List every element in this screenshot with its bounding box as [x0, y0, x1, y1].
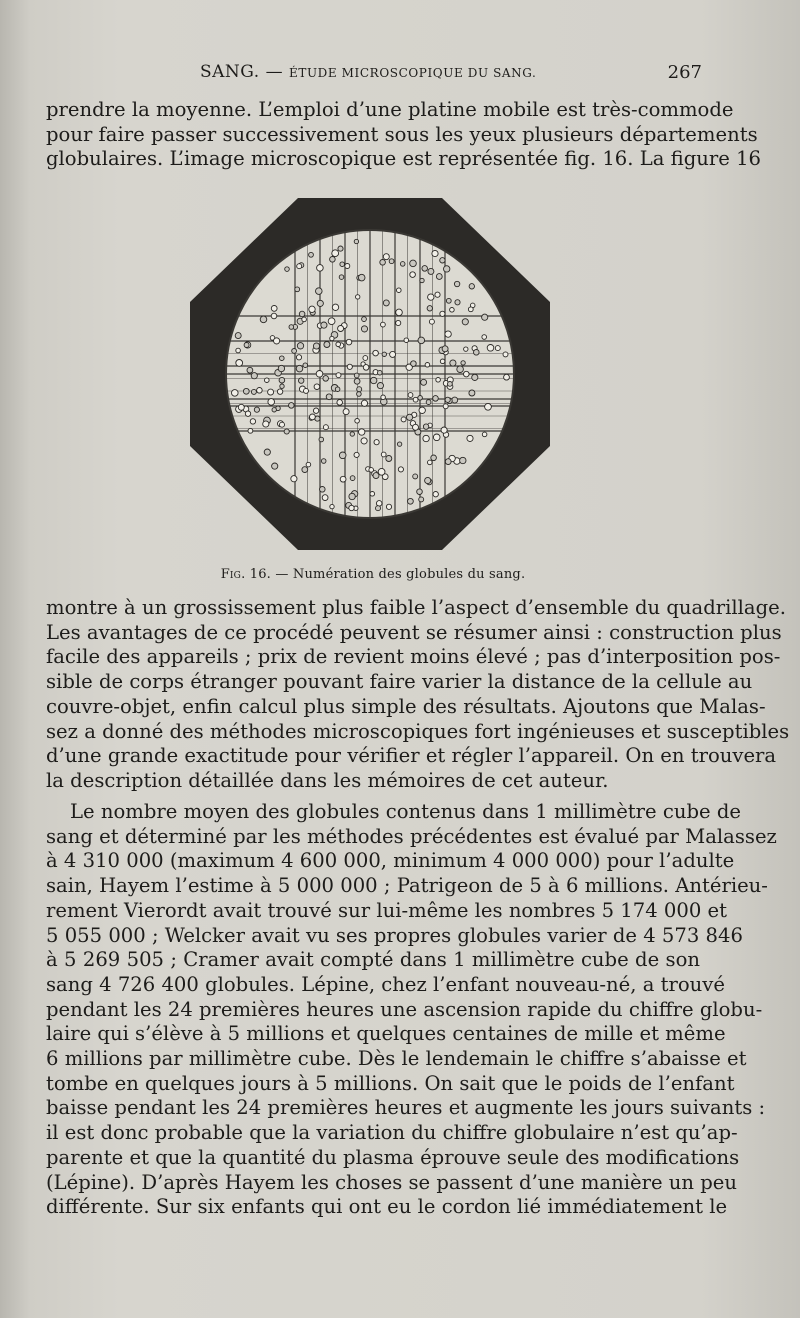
- blood-globule: [330, 336, 334, 340]
- blood-globule: [487, 345, 494, 352]
- blood-globule: [464, 347, 468, 351]
- blood-globule: [350, 432, 354, 436]
- blood-globule: [396, 320, 401, 325]
- blood-globule: [238, 404, 244, 410]
- blood-globule: [337, 400, 343, 406]
- blood-globule: [503, 352, 508, 357]
- blood-globule: [264, 449, 270, 455]
- blood-globule: [347, 364, 352, 369]
- blood-globule: [272, 408, 276, 412]
- blood-globule: [401, 417, 406, 422]
- blood-globule: [436, 378, 441, 383]
- blood-globule: [410, 260, 417, 267]
- blood-globule: [386, 504, 391, 509]
- blood-globule: [396, 309, 403, 316]
- blood-globule: [362, 317, 367, 322]
- blood-globule: [349, 493, 355, 499]
- blood-globule: [404, 338, 409, 343]
- blood-globule: [440, 359, 445, 364]
- blood-globule: [359, 429, 365, 435]
- blood-globule: [413, 397, 418, 402]
- blood-globule: [422, 266, 428, 272]
- blood-globule: [330, 504, 334, 508]
- blood-globule: [427, 306, 432, 311]
- blood-globule: [452, 397, 458, 403]
- blood-globule: [320, 487, 326, 493]
- blood-globule: [428, 460, 433, 465]
- text-line: sain, Hayem l’estime à 5 000 000 ; Patrigeon de 5 à 6 millions. Antérieu-: [46, 874, 768, 898]
- blood-globule: [373, 473, 379, 479]
- blood-globule: [338, 246, 343, 251]
- blood-globule: [411, 361, 417, 367]
- blood-globule: [374, 440, 379, 445]
- blood-globule: [390, 351, 396, 357]
- text-line: d’une grande exactitude pour vérifier et régler l’appareil. On en trouvera: [46, 744, 777, 768]
- blood-globule: [245, 411, 250, 416]
- blood-globule: [420, 278, 424, 282]
- blood-globule: [464, 371, 470, 377]
- blood-globule: [435, 292, 440, 297]
- blood-globule: [324, 342, 330, 348]
- blood-globule: [376, 506, 381, 511]
- blood-globule: [419, 497, 424, 502]
- blood-globule: [455, 300, 460, 305]
- microscope-field-illustration: [190, 198, 550, 550]
- blood-globule: [443, 404, 448, 409]
- blood-globule: [469, 390, 475, 396]
- text-line: à 5 269 505 ; Cramer avait compté dans 1 millimètre cube de son: [46, 948, 700, 972]
- blood-globule: [257, 388, 263, 394]
- blood-globule: [400, 262, 405, 267]
- blood-globule: [303, 363, 308, 368]
- blood-globule: [236, 348, 241, 353]
- blood-globule: [408, 393, 413, 398]
- figure-caption: [46, 567, 700, 582]
- blood-globule: [260, 316, 267, 323]
- text-line: Le nombre moyen des globules contenus dans 1 millimètre cube de: [70, 800, 741, 823]
- blood-globule: [338, 326, 344, 332]
- blood-globule: [482, 314, 488, 320]
- text-line: pendant les 24 premières heures une ascension rapide du chiffre globu-: [46, 997, 763, 1021]
- blood-globule: [363, 356, 368, 361]
- blood-globule: [413, 424, 419, 430]
- blood-globule: [382, 352, 386, 356]
- blood-globule: [445, 459, 451, 465]
- blood-globule: [289, 325, 294, 330]
- running-head: [46, 62, 702, 88]
- text-line: rement Vierordt avait trouvé sur lui-même les nombres 5 174 000 et: [46, 898, 728, 922]
- blood-globule: [289, 403, 295, 409]
- blood-globule: [370, 492, 375, 497]
- blood-globule: [285, 267, 290, 272]
- blood-globule: [340, 476, 346, 482]
- blood-globule: [321, 322, 327, 328]
- blood-globule: [335, 387, 340, 392]
- blood-globule: [467, 435, 473, 441]
- blood-globule: [277, 389, 282, 394]
- blood-globule: [247, 367, 253, 373]
- blood-globule: [295, 287, 300, 292]
- blood-globule: [336, 373, 341, 378]
- blood-globule: [280, 384, 284, 388]
- blood-globule: [431, 455, 437, 461]
- blood-globule: [316, 288, 323, 295]
- blood-globule: [336, 342, 341, 347]
- blood-globule: [357, 392, 362, 397]
- text-line: la description détaillée dans les mémoires de cet auteur.: [46, 768, 609, 792]
- blood-globule: [328, 318, 335, 325]
- blood-globule: [425, 477, 431, 483]
- blood-globule: [332, 304, 338, 310]
- blood-globule: [461, 361, 465, 365]
- blood-globule: [345, 264, 350, 269]
- text-line: pour faire passer successivement sous les yeux plusieurs départements: [46, 122, 758, 146]
- text-line: 6 millions par millimètre cube. Dès le lendemain le chiffre s’abaisse et: [46, 1047, 747, 1071]
- blood-globule: [407, 414, 413, 420]
- blood-globule: [299, 378, 304, 383]
- figure-label: Fig. 16.: [220, 567, 272, 582]
- text-line: à 4 310 000 (maximum 4 600 000, minimum 4 000 000) pour l’adulte: [46, 849, 735, 873]
- blood-globule: [428, 268, 434, 274]
- blood-globule: [373, 350, 379, 356]
- blood-globule: [251, 373, 257, 379]
- blood-globule: [316, 371, 323, 378]
- text-line: prendre la moyenne. L’emploi d’une platine mobile est très-commode: [46, 98, 734, 121]
- blood-globule: [369, 468, 374, 473]
- blood-globule: [472, 374, 478, 380]
- blood-globule: [278, 365, 284, 371]
- blood-globule: [248, 428, 253, 433]
- blood-globule: [381, 322, 386, 327]
- text-line: tombe en quelques jours à 5 millions. On sait que le poids de l’enfant: [46, 1071, 735, 1095]
- blood-globule: [310, 414, 316, 420]
- blood-globule: [350, 476, 355, 481]
- text-line: sible de corps étranger pouvant faire varier la distance de la cellule au: [46, 670, 753, 694]
- blood-globule: [418, 396, 423, 401]
- blood-globule: [413, 474, 418, 479]
- blood-globule: [292, 349, 297, 354]
- blood-globule: [377, 383, 383, 389]
- blood-globule: [319, 437, 324, 442]
- blood-globule: [363, 365, 369, 371]
- blood-globule: [268, 399, 275, 406]
- blood-globule: [380, 260, 386, 266]
- blood-globule: [332, 250, 339, 257]
- blood-globule: [440, 311, 445, 316]
- text-line: sez a donné des méthodes microscopiques fort ingénieuses et susceptibles: [46, 719, 790, 743]
- blood-globule: [445, 331, 451, 337]
- blood-globule: [302, 317, 307, 322]
- blood-globule: [429, 319, 434, 324]
- blood-globule: [309, 306, 315, 312]
- blood-globule: [354, 239, 358, 243]
- text-line: montre à un grossissement plus faible l’aspect d’ensemble du quadrillage.: [46, 596, 786, 619]
- blood-globule: [317, 265, 324, 272]
- text-line: 5 055 000 ; Welcker avait vu ses propres globules varier de 4 573 846: [46, 923, 743, 947]
- blood-globule: [389, 259, 394, 264]
- blood-globule: [274, 338, 280, 344]
- blood-globule: [448, 382, 453, 387]
- blood-globule: [280, 356, 285, 361]
- header-dash: —: [265, 62, 284, 82]
- blood-globule: [236, 360, 243, 367]
- blood-globule: [361, 438, 367, 444]
- text-line: laire qui s’élève à 5 millions et quelques centaines de mille et même: [46, 1022, 726, 1046]
- blood-globule: [296, 355, 301, 360]
- blood-globule: [354, 452, 359, 457]
- blood-globule: [326, 394, 332, 400]
- blood-globule: [339, 452, 346, 459]
- blood-globule: [299, 311, 305, 317]
- blood-globule: [254, 407, 259, 412]
- blood-globule: [482, 335, 487, 340]
- blood-globule: [330, 257, 336, 263]
- blood-globule: [314, 384, 320, 390]
- blood-globule: [251, 389, 256, 394]
- blood-globule: [398, 467, 403, 472]
- blood-globule: [297, 343, 303, 349]
- blood-globule: [444, 266, 450, 272]
- header-title: SANG.: [200, 62, 260, 82]
- paragraph-main: [46, 800, 777, 1220]
- page-number: 267: [667, 62, 702, 83]
- blood-globule: [317, 300, 323, 306]
- blood-globule: [423, 435, 429, 441]
- blood-globule: [457, 366, 464, 373]
- blood-globule: [296, 365, 303, 372]
- blood-globule: [280, 422, 285, 427]
- text-line: Les avantages de ce procédé peuvent se résumer ainsi : construction plus: [46, 620, 782, 644]
- blood-globule: [271, 313, 277, 319]
- blood-globule: [397, 288, 402, 293]
- blood-globule: [279, 377, 285, 383]
- blood-globule: [272, 463, 278, 469]
- blood-globule: [397, 442, 401, 446]
- blood-globule: [419, 407, 425, 413]
- blood-globule: [343, 409, 349, 415]
- text-line: sang et déterminé par les méthodes précédentes est évalué par Malassez: [46, 824, 777, 848]
- blood-globule: [426, 400, 431, 405]
- blood-globule: [313, 343, 319, 349]
- blood-globule: [250, 419, 255, 424]
- figure-caption-text: — Numération des globules du sang.: [275, 567, 526, 582]
- blood-globule: [378, 468, 385, 475]
- blood-globule: [323, 425, 328, 430]
- blood-globule: [323, 376, 329, 382]
- blood-globule: [460, 457, 466, 463]
- blood-globule: [361, 326, 367, 332]
- blood-globule: [378, 370, 383, 375]
- blood-globule: [454, 281, 459, 286]
- blood-globule: [445, 397, 450, 402]
- blood-globule: [423, 424, 428, 429]
- text-line: il est donc probable que la variation du chiffre globulaire n’est qu’ap-: [46, 1121, 738, 1145]
- blood-globule: [474, 350, 480, 356]
- blood-globule: [357, 387, 362, 392]
- blood-globule: [450, 360, 456, 366]
- blood-globule: [313, 408, 318, 413]
- blood-globule: [410, 272, 416, 278]
- blood-globule: [271, 306, 277, 312]
- blood-globule: [304, 388, 309, 393]
- figure-16-microscope-grid: [190, 198, 550, 550]
- blood-globule: [358, 274, 365, 281]
- blood-globule: [442, 346, 448, 352]
- blood-globule: [417, 489, 423, 495]
- blood-globule: [244, 343, 249, 348]
- blood-globule: [383, 300, 389, 306]
- blood-globule: [495, 346, 500, 351]
- blood-globule: [354, 378, 360, 384]
- blood-globule: [468, 307, 473, 312]
- blood-globule: [386, 456, 392, 462]
- blood-globule: [441, 427, 447, 433]
- blood-globule: [383, 254, 389, 260]
- blood-globule: [381, 452, 386, 457]
- blood-globule: [418, 337, 425, 344]
- blood-globule: [371, 377, 377, 383]
- paragraph-continued: [46, 596, 790, 794]
- blood-globule: [321, 459, 326, 464]
- blood-globule: [408, 498, 414, 504]
- header-subtitle: ÉTUDE MICROSCOPIQUE DU SANG.: [289, 66, 537, 80]
- text-line: sang 4 726 400 globules. Lépine, chez l’enfant nouveau-né, a trouvé: [46, 972, 725, 996]
- blood-globule: [346, 339, 352, 345]
- blood-globule: [428, 294, 434, 300]
- blood-globule: [356, 295, 360, 299]
- blood-globule: [469, 284, 474, 289]
- blood-globule: [450, 308, 455, 313]
- blood-globule: [440, 258, 445, 263]
- paragraph-top: [46, 98, 762, 172]
- blood-globule: [432, 250, 438, 256]
- blood-globule: [243, 388, 249, 394]
- blood-globule: [232, 390, 239, 397]
- blood-globule: [433, 434, 440, 441]
- blood-globule: [436, 274, 442, 280]
- blood-globule: [340, 262, 345, 267]
- blood-globule: [433, 396, 439, 402]
- blood-globule: [355, 419, 360, 424]
- blood-globule: [361, 400, 367, 406]
- blood-globule: [354, 373, 359, 378]
- running-head-title: [200, 62, 536, 82]
- text-line: couvre-objet, enfin calcul plus simple des résultats. Ajoutons que Malas-: [46, 694, 766, 718]
- blood-globule: [482, 432, 487, 437]
- blood-globule: [349, 505, 354, 510]
- blood-globule: [433, 492, 438, 497]
- blood-globule: [504, 374, 510, 380]
- blood-globule: [268, 389, 274, 395]
- blood-globule: [339, 275, 344, 280]
- text-line: baisse pendant les 24 premières heures et augmente les jours suivants :: [46, 1096, 766, 1120]
- text-line: facile des appareils ; prix de revient moins élevé ; pas d’interposition pos-: [46, 645, 781, 669]
- blood-globule: [235, 333, 241, 339]
- blood-globule: [291, 476, 297, 482]
- blood-globule: [485, 403, 492, 410]
- text-line: différente. Sur six enfants qui ont eu le cordon lié immédiatement le: [46, 1195, 728, 1219]
- blood-globule: [302, 467, 308, 473]
- blood-globule: [297, 264, 302, 269]
- blood-globule: [263, 421, 269, 427]
- blood-globule: [446, 298, 451, 303]
- blood-globule: [322, 495, 328, 501]
- blood-globule: [425, 363, 430, 368]
- blood-globule: [381, 395, 386, 400]
- blood-globule: [309, 252, 314, 257]
- text-line: (Lépine). D’après Hayem les choses se passent d’une manière un peu: [46, 1170, 738, 1194]
- blood-globule: [462, 319, 468, 325]
- blood-globule: [284, 429, 289, 434]
- blood-globule: [265, 378, 270, 383]
- text-line: globulaires. L’image microscopique est représentée fig. 16. La figure 16: [46, 147, 762, 171]
- blood-globule: [421, 379, 427, 385]
- blood-globule: [306, 462, 311, 467]
- text-line: parente et que la quantité du plasma éprouve seule des modifications: [46, 1145, 740, 1169]
